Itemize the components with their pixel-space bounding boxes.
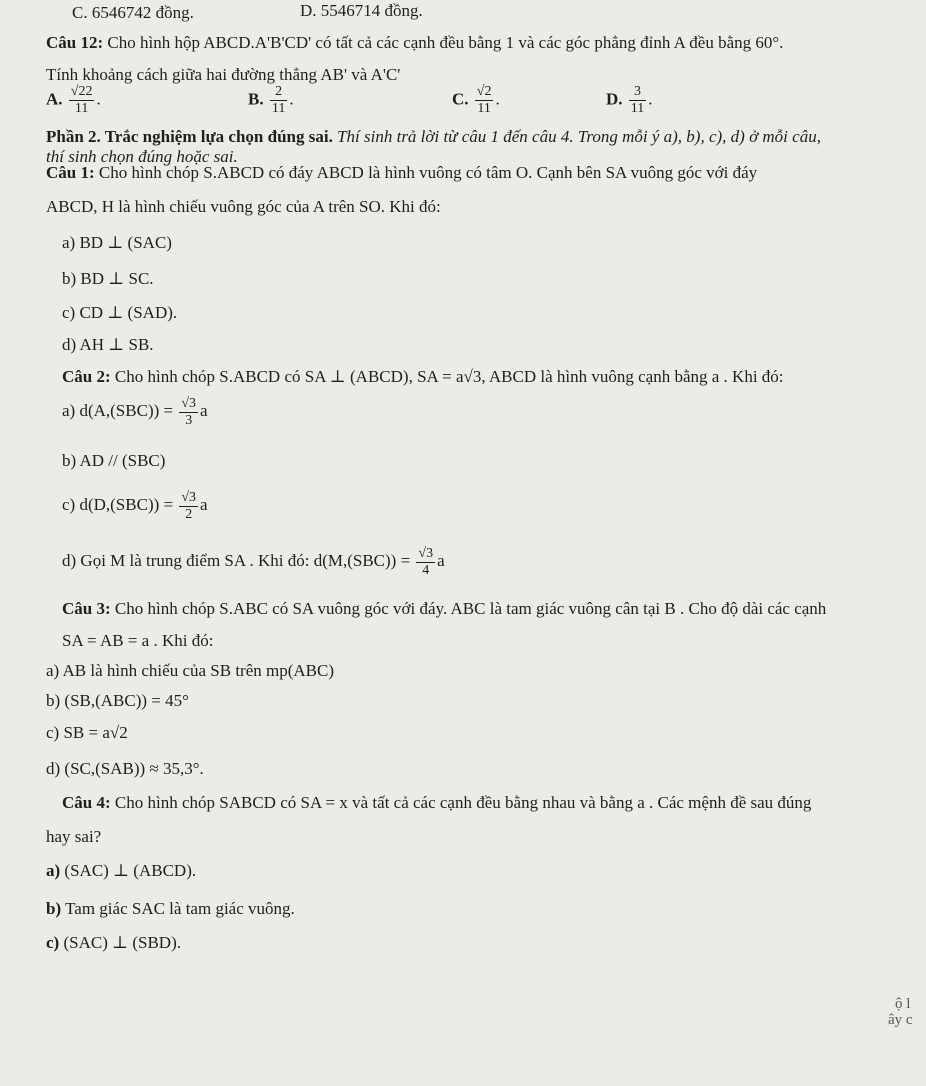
- fraction: $\frac{√3}{3}$: [181, 395, 197, 428]
- option-label: B.: [248, 89, 264, 109]
- fraction: $\frac{√2}{11}$: [476, 84, 492, 116]
- q1-item-a[interactable]: a) BD ⊥ (SAC): [62, 233, 172, 252]
- q4-item-b[interactable]: [46, 898, 295, 920]
- item-label: c): [46, 933, 60, 952]
- q2-statement: [62, 366, 784, 388]
- option-c-prev: C. 6546742 đồng.: [72, 3, 194, 22]
- item-text: (SAC) ⊥ (ABCD).: [64, 861, 197, 880]
- q2-item-b[interactable]: b) AD // (SBC): [62, 451, 166, 470]
- q12-ask: Tính khoảng cách giữa hai đường thẳng AB' và A'C': [46, 65, 401, 84]
- q3-text: Cho hình chóp S.ABC có SA vuông góc với đáy. ABC là tam giác vuông cân tại B . Cho độ dài các cạnh: [114, 599, 827, 618]
- q3-item-d[interactable]: d) (SC,(SAB)) ≈ 35,3°.: [46, 759, 204, 778]
- q12-lead: Câu 12:: [46, 33, 104, 52]
- fraction: $\frac{√3}{4}$: [418, 545, 434, 578]
- q12-statement: [46, 32, 783, 54]
- edge-fragment-1: ộ l: [895, 996, 911, 1012]
- q3-statement-2: SA = AB = a . Khi đó:: [62, 631, 214, 650]
- part2-title: Phần 2. Trắc nghiệm lựa chọn đúng sai.: [46, 127, 333, 146]
- option-d-prev: D. 5546714 đồng.: [300, 1, 423, 20]
- fraction: $\frac{√3}{2}$: [181, 489, 197, 522]
- fraction: $\frac{2}{11}$: [271, 84, 286, 116]
- q1-item-b[interactable]: b) BD ⊥ SC.: [62, 269, 154, 288]
- q1-item-d[interactable]: d) AH ⊥ SB.: [62, 335, 154, 354]
- q4-item-a[interactable]: [46, 860, 196, 882]
- q3-item-a[interactable]: a) AB là hình chiếu của SB trên mp(ABC): [46, 661, 335, 680]
- q3-lead: Câu 3:: [62, 599, 111, 618]
- q12-option-a[interactable]: A. $\frac{√22}{11}$ .: [46, 84, 101, 116]
- q3-statement: [62, 598, 826, 620]
- option-label: A.: [46, 89, 63, 109]
- q1-statement: [46, 162, 757, 184]
- q2-item-a[interactable]: a) d(A,(SBC)) = $\frac{√3}{3}$ a: [62, 395, 208, 428]
- q12-option-b[interactable]: B. $\frac{2}{11}$ .: [248, 84, 294, 116]
- fraction: $\frac{√22}{11}$: [70, 84, 93, 116]
- item-label: a): [46, 861, 61, 880]
- q2-text: Cho hình chóp S.ABCD có SA ⊥ (ABCD), SA = a√3, ABCD là hình vuông cạnh bằng a . Khi đó:: [114, 367, 784, 386]
- q2-item-c[interactable]: c) d(D,(SBC)) = $\frac{√3}{2}$ a: [62, 489, 208, 522]
- q4-item-c[interactable]: [46, 932, 181, 954]
- fraction: $\frac{3}{11}$: [630, 84, 645, 116]
- item-text: Tam giác SAC là tam giác vuông.: [65, 899, 295, 918]
- q4-lead: Câu 4:: [62, 793, 111, 812]
- q1-statement-2: ABCD, H là hình chiếu vuông góc của A trên SO. Khi đó:: [46, 197, 441, 216]
- item-text: (SAC) ⊥ (SBD).: [63, 933, 181, 952]
- q12-text: Cho hình hộp ABCD.A'B'CD' có tất cả các cạnh đều bằng 1 và các góc phẳng đỉnh A đều bằng 60°.: [107, 33, 784, 52]
- option-label: C.: [452, 89, 469, 109]
- part2-heading: [46, 126, 821, 148]
- part2-instruction-2: thí sinh chọn đúng hoặc sai.: [46, 147, 238, 166]
- option-label: D.: [606, 89, 623, 109]
- part2-instruction: Thí sinh trả lời từ câu 1 đến câu 4. Trong mỗi ý a), b), c), d) ở mỗi câu,: [337, 127, 821, 146]
- q1-item-c[interactable]: c) CD ⊥ (SAD).: [62, 303, 178, 322]
- q3-item-c[interactable]: c) SB = a√2: [46, 723, 128, 742]
- q4-statement-2: hay sai?: [46, 827, 102, 846]
- q1-lead: Câu 1:: [46, 163, 95, 182]
- q12-option-c[interactable]: C. $\frac{√2}{11}$ .: [452, 84, 500, 116]
- item-label: b): [46, 899, 62, 918]
- q4-text: Cho hình chóp SABCD có SA = x và tất cả các cạnh đều bằng nhau và bằng a . Các mệnh đề sau đúng: [114, 793, 812, 812]
- edge-fragment-2: ây c: [888, 1012, 913, 1028]
- q3-item-b[interactable]: b) (SB,(ABC)) = 45°: [46, 691, 189, 710]
- q2-item-d[interactable]: d) Gọi M là trung điểm SA . Khi đó: d(M,(SBC)) = $\frac{√3}{4}$ a: [62, 545, 445, 578]
- q12-option-d[interactable]: D. $\frac{3}{11}$ .: [606, 84, 653, 116]
- q4-statement: [62, 792, 811, 814]
- q2-lead: Câu 2:: [62, 367, 111, 386]
- q1-text: Cho hình chóp S.ABCD có đáy ABCD là hình vuông có tâm O. Cạnh bên SA vuông góc với đáy: [98, 163, 758, 182]
